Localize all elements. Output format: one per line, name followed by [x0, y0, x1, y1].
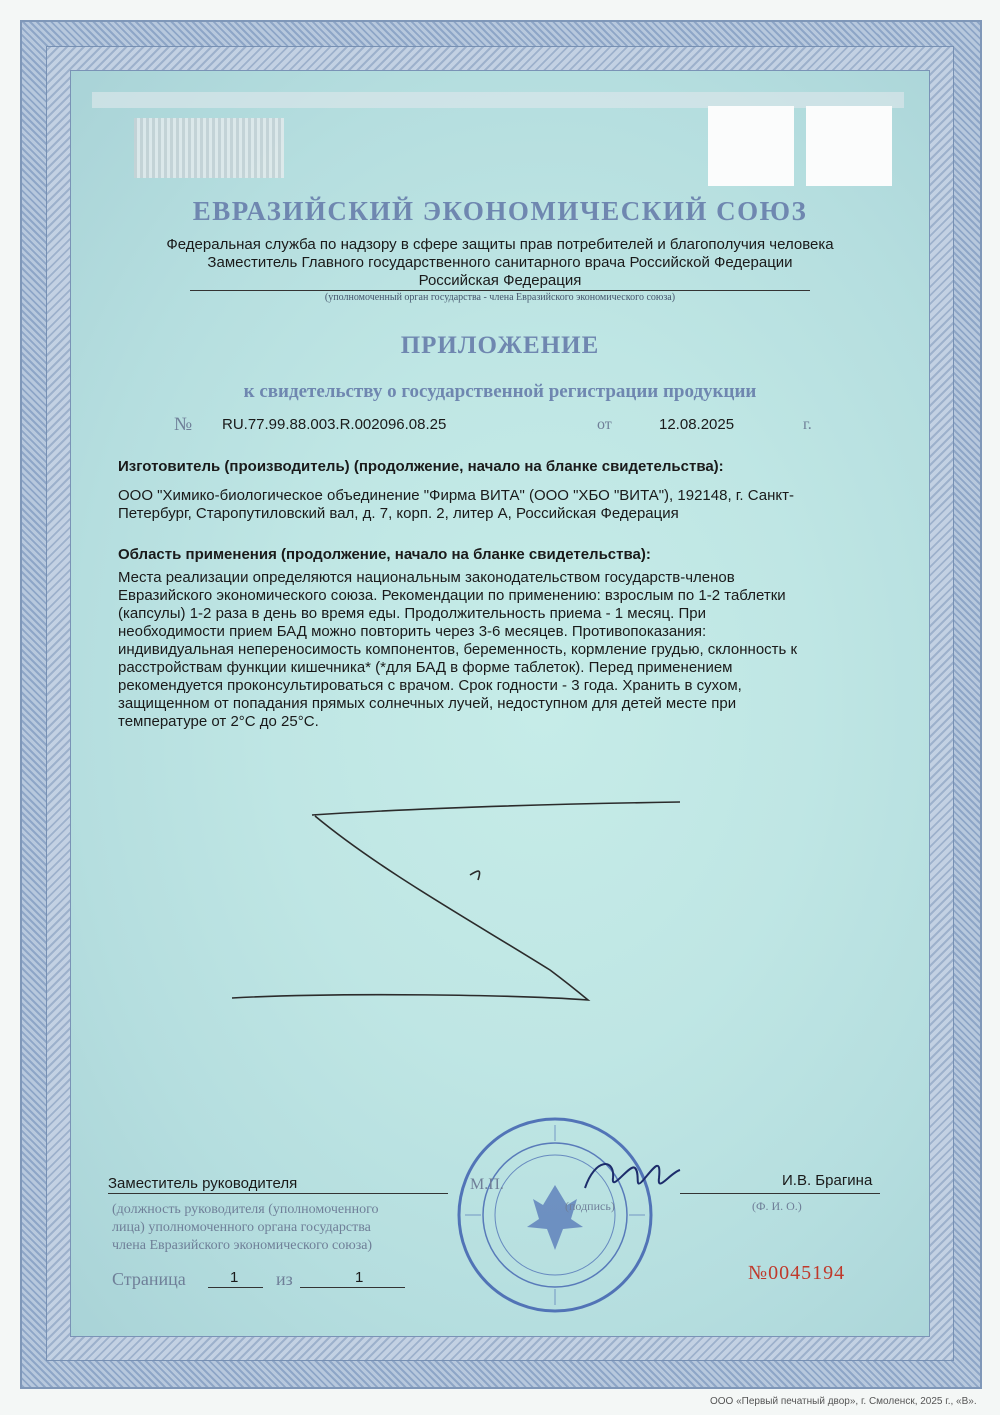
- position-underline: [108, 1193, 448, 1194]
- official-seal: [455, 1115, 655, 1315]
- position-caption-line: (должность руководителя (уполномоченного: [112, 1202, 379, 1217]
- z-cancellation-mark: [220, 790, 700, 1020]
- position-title: Заместитель руководителя: [108, 1175, 298, 1192]
- scope-heading: Область применения (продолжение, начало на бланке свидетельства):: [118, 546, 651, 563]
- fio-caption: (Ф. И. О.): [752, 1199, 802, 1213]
- page-number-underline: [208, 1287, 263, 1288]
- blank-field-left: [708, 106, 794, 186]
- service-line-3: Российская Федерация: [418, 272, 582, 289]
- signatory-name: И.В. Брагина: [782, 1172, 873, 1189]
- scope-line: Евразийского экономического союза. Рекомендации по применению: взрослым по 1-2 таблетки: [118, 587, 786, 604]
- scope-line: необходимости прием БАД можно повторить через 3-6 месяцев. Противопоказания:: [118, 623, 707, 640]
- year-suffix: г.: [803, 416, 812, 433]
- scope-line: рекомендуется проконсультироваться с врачом. Срок годности - 3 года. Хранить в сухом,: [118, 677, 742, 694]
- page-number: 1: [230, 1269, 239, 1286]
- blank-serial-number: №0045194: [748, 1262, 846, 1284]
- authority-caption: (уполномоченный орган государства - члена Евразийского экономического союза): [324, 292, 676, 303]
- date-from-label: от: [597, 416, 612, 433]
- printer-imprint: ООО «Первый печатный двор», г. Смоленск, 2025 г., «В».: [710, 1396, 977, 1407]
- hologram-patch: [134, 118, 284, 178]
- position-caption-line: члена Евразийского экономического союза): [112, 1238, 373, 1253]
- service-header: [0, 236, 1000, 290]
- registration-date: 12.08.2025: [659, 416, 735, 433]
- manufacturer-line: ООО "Химико-биологическое объединение "Фирма ВИТА" (ООО "ХБО "ВИТА"), 192148, г. Санкт-: [118, 487, 794, 504]
- manufacturer-heading: Изготовитель (производитель) (продолжение, начало на бланке свидетельства):: [118, 458, 724, 475]
- appendix-title: ПРИЛОЖЕНИЕ: [400, 332, 600, 359]
- scope-line: Места реализации определяются национальным законодательством государств-членов: [118, 569, 735, 586]
- scope-line: расстройствам функции кишечника* (*для БАД в форме таблеток). Перед применением: [118, 659, 733, 676]
- position-caption-line: лица) уполномоченного органа государства: [112, 1220, 371, 1235]
- page-label: Страница: [112, 1269, 186, 1289]
- manufacturer-text: [118, 487, 794, 523]
- scope-line: индивидуальная непереносимость компонентов, беременность, кормление грудью, склонность к: [118, 641, 798, 658]
- page-total: 1: [355, 1269, 364, 1286]
- service-line-1: Федеральная служба по надзору в сфере защиты прав потребителей и благополучия человека: [166, 236, 834, 253]
- scope-line: (капсулы) 1-2 раза в день во время еды. Продолжительность приема - 1 месяц. При: [118, 605, 706, 622]
- authority-underline: [190, 290, 810, 291]
- page-total-underline: [300, 1287, 405, 1288]
- seal-place-label: М.П.: [470, 1176, 504, 1193]
- blank-field-right: [806, 106, 892, 186]
- scope-text: [118, 569, 797, 731]
- appendix-subtitle: к свидетельству о государственной регистрации продукции: [243, 381, 757, 402]
- position-caption: [112, 1201, 379, 1255]
- scope-line: температуре от 2°С до 25°С.: [118, 713, 319, 730]
- scope-line: защищенном от попадания прямых солнечных лучей, недоступном для детей месте при: [118, 695, 737, 712]
- union-heading: ЕВРАЗИЙСКИЙ ЭКОНОМИЧЕСКИЙ СОЮЗ: [192, 196, 808, 226]
- signature-caption: (подпись): [565, 1199, 615, 1213]
- manufacturer-line: Петербург, Старопутиловский вал, д. 7, корп. 2, литер А, Российская Федерация: [118, 505, 679, 522]
- name-underline: [680, 1193, 880, 1194]
- registration-number: RU.77.99.88.003.R.002096.08.25: [222, 416, 447, 433]
- number-label: №: [174, 414, 193, 435]
- service-line-2: Заместитель Главного государственного санитарного врача Российской Федерации: [207, 254, 793, 271]
- of-label: из: [276, 1269, 293, 1289]
